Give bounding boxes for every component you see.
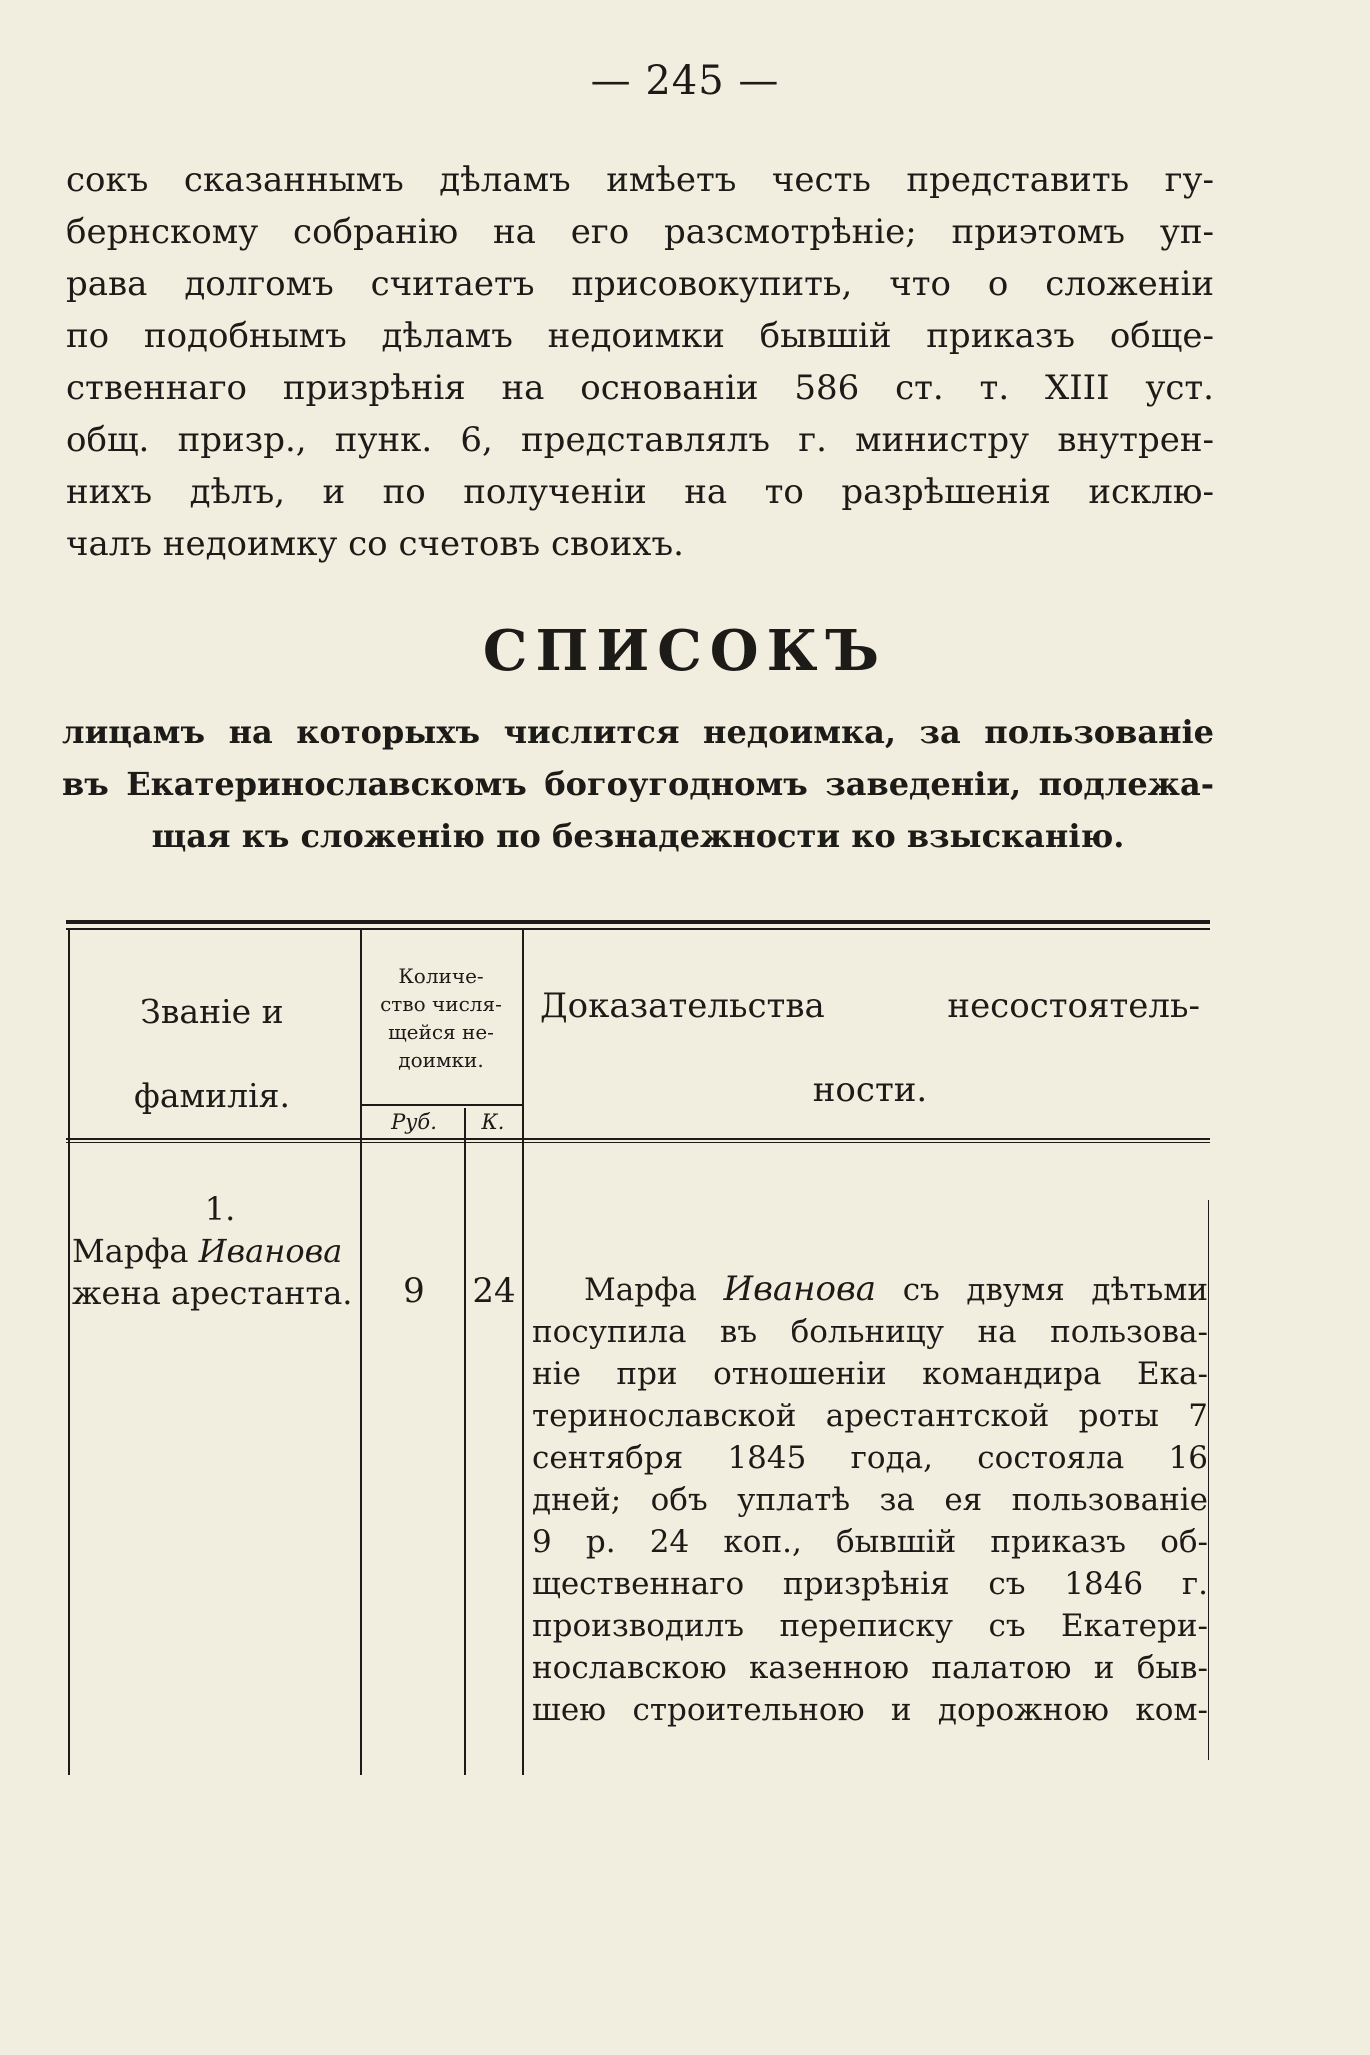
table-right-rule bbox=[1208, 1200, 1209, 1760]
header-rubles: Руб. bbox=[391, 1110, 437, 1134]
intro-line: рава долгомъ считаетъ присовокупить, что о сложеніи bbox=[66, 264, 1214, 304]
row-patronymic: Иванова bbox=[198, 1232, 343, 1270]
intro-line: чалъ недоимку со счетовъ своихъ. bbox=[66, 524, 684, 564]
subheading-line: въ Екатеринославскомъ богоугодномъ заведеніи, подлежа- bbox=[62, 765, 1214, 803]
header-quantity bbox=[366, 962, 516, 1074]
proof-line: нославскою казенною палатою и быв- bbox=[532, 1650, 1208, 1686]
proof-line: щественнаго призрѣнія съ 1846 г. bbox=[532, 1566, 1208, 1602]
table-left-rule bbox=[68, 928, 70, 1775]
page-number: — 245 — bbox=[590, 58, 780, 104]
header-qty-line: доимки. bbox=[398, 1048, 484, 1072]
row-name-line bbox=[72, 1230, 368, 1272]
intro-line: общ. призр., пунк. 6, представлялъ г. министру внутрен- bbox=[66, 420, 1214, 460]
intro-paragraph bbox=[66, 154, 1214, 570]
proof-line: шею строительною и дорожною ком- bbox=[532, 1692, 1208, 1728]
header-bottom-rule-2 bbox=[66, 1142, 1210, 1143]
proof-line: сентября 1845 года, состояла 16 bbox=[532, 1440, 1208, 1476]
list-heading: СПИСОКЪ bbox=[482, 618, 888, 684]
header-qty-line: ство числя- bbox=[380, 992, 502, 1016]
proof-italic-name: Иванова bbox=[723, 1269, 877, 1309]
row-name bbox=[72, 1230, 368, 1314]
proof-line: дней; объ уплатѣ за ея пользованіе bbox=[532, 1482, 1208, 1518]
table-top-rule-thick bbox=[66, 920, 1210, 924]
intro-line: ственнаго призрѣнія на основаніи 586 ст. т. XIII уст. bbox=[66, 368, 1214, 408]
row-rubles: 9 bbox=[403, 1271, 425, 1311]
qty-subheader-rule bbox=[362, 1104, 522, 1106]
header-rank-name bbox=[72, 970, 352, 1138]
proof-line: 9 р. 24 коп., бывшій приказъ об- bbox=[532, 1524, 1208, 1560]
rub-kop-divider bbox=[464, 1108, 466, 1775]
proof-first-rest: съ двумя дѣтьми bbox=[902, 1272, 1209, 1308]
rank-qty-divider bbox=[360, 928, 362, 1775]
intro-line: бернскому собранію на его разсмотрѣніе; приэтомъ уп- bbox=[66, 212, 1214, 252]
row-proof-text bbox=[532, 1268, 1208, 1731]
subheading-line: лицамъ на которыхъ числится недоимка, за пользованіе bbox=[62, 713, 1214, 751]
subheading-line: щая къ сложенію по безнадежности ко взысканію. bbox=[151, 817, 1125, 855]
intro-line: по подобнымъ дѣламъ недоимки бывшій приказъ обще- bbox=[66, 316, 1214, 356]
header-proof-line: ности. bbox=[812, 1070, 928, 1110]
header-qty-line: Количе- bbox=[398, 964, 484, 988]
qty-proof-divider bbox=[522, 928, 524, 1775]
row-number: 1. bbox=[204, 1190, 236, 1228]
intro-line: сокъ сказаннымъ дѣламъ имѣетъ честь представить гу- bbox=[66, 160, 1214, 200]
list-subheading bbox=[62, 706, 1214, 862]
proof-first-word: Марфа bbox=[584, 1272, 697, 1308]
header-proof bbox=[540, 964, 1200, 1132]
row-status: жена арестанта. bbox=[72, 1274, 353, 1312]
proof-line: теринославской арестантской роты 7 bbox=[532, 1398, 1208, 1434]
header-rank-line: фамилія. bbox=[134, 1076, 290, 1115]
proof-line: производилъ переписку съ Екатери- bbox=[532, 1608, 1208, 1644]
proof-line bbox=[532, 1268, 1208, 1311]
row-kopecks: 24 bbox=[472, 1271, 516, 1311]
header-rank-line: Званіе и bbox=[140, 992, 284, 1031]
proof-line: ніе при отношеніи командира Ека- bbox=[532, 1356, 1208, 1392]
header-proof-line: Доказательства несостоятель- bbox=[540, 986, 1200, 1026]
header-qty-line: щейся не- bbox=[388, 1020, 494, 1044]
table-top-rule-thin bbox=[66, 928, 1210, 930]
header-kopecks: К. bbox=[481, 1110, 505, 1134]
proof-line: посупила въ больницу на пользова- bbox=[532, 1314, 1208, 1350]
intro-line: нихъ дѣлъ, и по полученіи на то разрѣшенія исклю- bbox=[66, 472, 1214, 512]
row-first-name: Марфа bbox=[72, 1232, 189, 1270]
header-bottom-rule bbox=[66, 1138, 1210, 1140]
